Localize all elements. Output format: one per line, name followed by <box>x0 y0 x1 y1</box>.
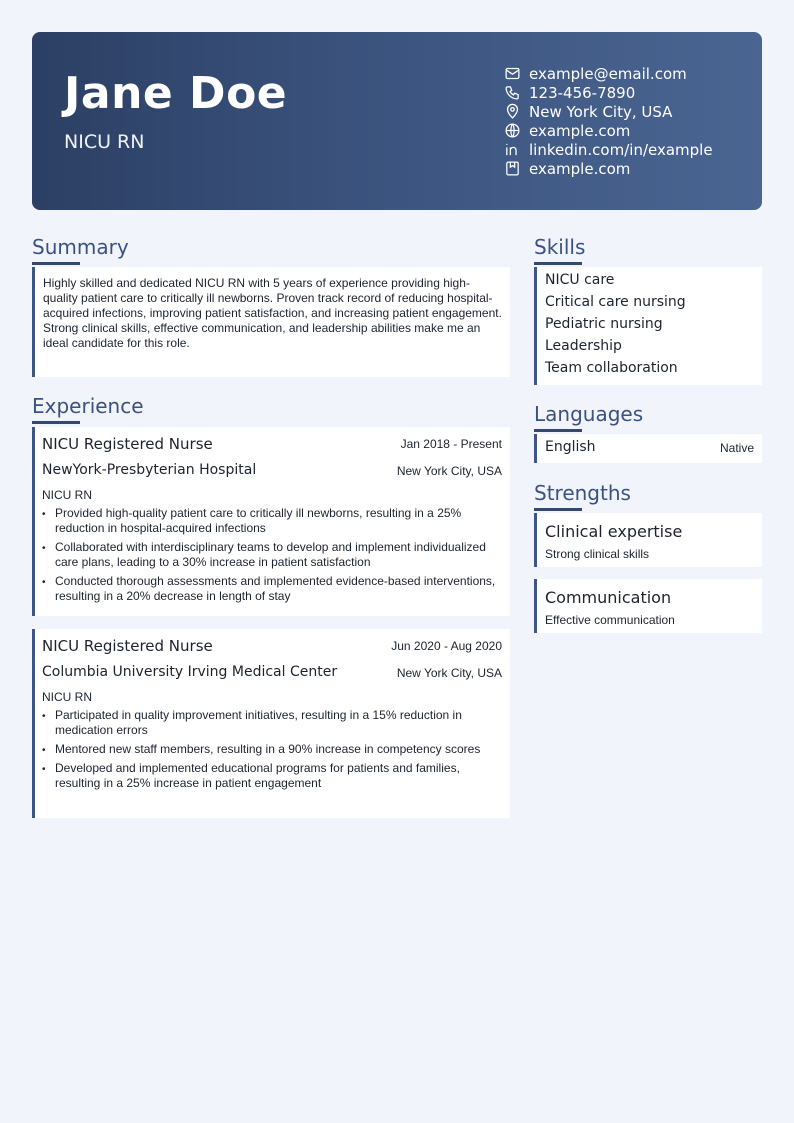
strength-title: Clinical expertise <box>545 522 683 541</box>
language-item <box>537 434 762 462</box>
strength-description: Effective communication <box>545 613 675 627</box>
job-bullets <box>42 506 502 608</box>
skill-item: NICU care <box>545 272 615 288</box>
skill-item: Pediatric nursing <box>545 316 663 332</box>
job-company: Columbia University Irving Medical Center <box>42 664 338 680</box>
contact-linkedin-text: linkedin.com/in/example <box>529 140 713 159</box>
summary-heading: Summary <box>32 235 129 259</box>
job-dates: Jan 2018 - Present <box>400 437 502 451</box>
contact-list <box>504 64 713 178</box>
experience-item <box>32 629 510 818</box>
contact-email-text: example@email.com <box>529 64 687 83</box>
job-bullet: • Developed and implemented educational programs for patients and families, resulting in a 25% increase in patient engagement <box>42 761 502 791</box>
contact-website-text: example.com <box>529 121 631 140</box>
strengths-heading: Strengths <box>534 481 631 505</box>
summary-card <box>32 267 510 377</box>
languages-heading: Languages <box>534 402 644 426</box>
job-location: New York City, USA <box>396 464 502 478</box>
job-bullet: • Provided high-quality patient care to critically ill newborns, resulting in a 25% reduction in hospital-acquired infections <box>42 506 502 536</box>
strength-title: Communication <box>545 588 672 607</box>
skills-card <box>534 267 762 385</box>
experience-heading: Experience <box>32 394 144 418</box>
job-dates: Jun 2020 - Aug 2020 <box>391 639 502 653</box>
contact-linkedin[interactable] <box>504 140 713 159</box>
globe-icon <box>504 122 521 139</box>
job-bullet: • Conducted thorough assessments and implemented evidence-based interventions, resulting in a 20% decrease in length of stay <box>42 574 502 604</box>
languages-card <box>534 434 762 463</box>
contact-location-text: New York City, USA <box>529 102 673 121</box>
bookmark-icon <box>504 160 521 177</box>
candidate-title: NICU RN <box>64 131 145 153</box>
contact-phone-text: 123-456-7890 <box>529 83 636 102</box>
location-icon <box>504 103 521 120</box>
job-bullet: • Mentored new staff members, resulting in a 90% increase in competency scores <box>42 742 502 757</box>
job-role: NICU Registered Nurse <box>42 435 213 453</box>
contact-location <box>504 102 713 121</box>
candidate-name: Jane Doe <box>64 68 288 119</box>
job-location: New York City, USA <box>396 666 502 680</box>
resume-header <box>32 32 762 210</box>
language-name: English <box>545 439 596 455</box>
email-icon <box>504 65 521 82</box>
job-subtitle: NICU RN <box>42 488 92 502</box>
contact-portfolio-text: example.com <box>529 159 631 178</box>
job-role: NICU Registered Nurse <box>42 637 213 655</box>
contact-email[interactable] <box>504 64 713 83</box>
skill-item: Critical care nursing <box>545 294 686 310</box>
language-level: Native <box>719 441 754 455</box>
contact-phone[interactable] <box>504 83 713 102</box>
skill-item: Team collaboration <box>545 360 678 376</box>
contact-portfolio[interactable] <box>504 159 713 178</box>
phone-icon <box>504 84 521 101</box>
job-bullet: • Collaborated with interdisciplinary teams to develop and implement individualized care plans, leading to a 30% increase in patient satisfaction <box>42 540 502 570</box>
linkedin-icon <box>504 141 521 158</box>
summary-text: Highly skilled and dedicated NICU RN with 5 years of experience providing high-quality patient care to critically ill newborns. Proven track record of reducing hospital-acquired infections, improving patient satisfaction, and increasing patient engagement. Strong clinical skills, effective communication, and leadership abilities make me an ideal candidate for this role. <box>43 276 502 350</box>
experience-item <box>32 427 510 616</box>
job-company: NewYork-Presbyterian Hospital <box>42 462 257 478</box>
strength-description: Strong clinical skills <box>545 547 650 561</box>
job-bullet: • Participated in quality improvement initiatives, resulting in a 15% reduction in medication errors <box>42 708 502 738</box>
skill-item: Leadership <box>545 338 622 354</box>
job-subtitle: NICU RN <box>42 690 92 704</box>
job-bullets <box>42 708 502 795</box>
strength-item <box>534 513 762 567</box>
strength-item <box>534 579 762 633</box>
skills-heading: Skills <box>534 235 586 259</box>
contact-website[interactable] <box>504 121 713 140</box>
